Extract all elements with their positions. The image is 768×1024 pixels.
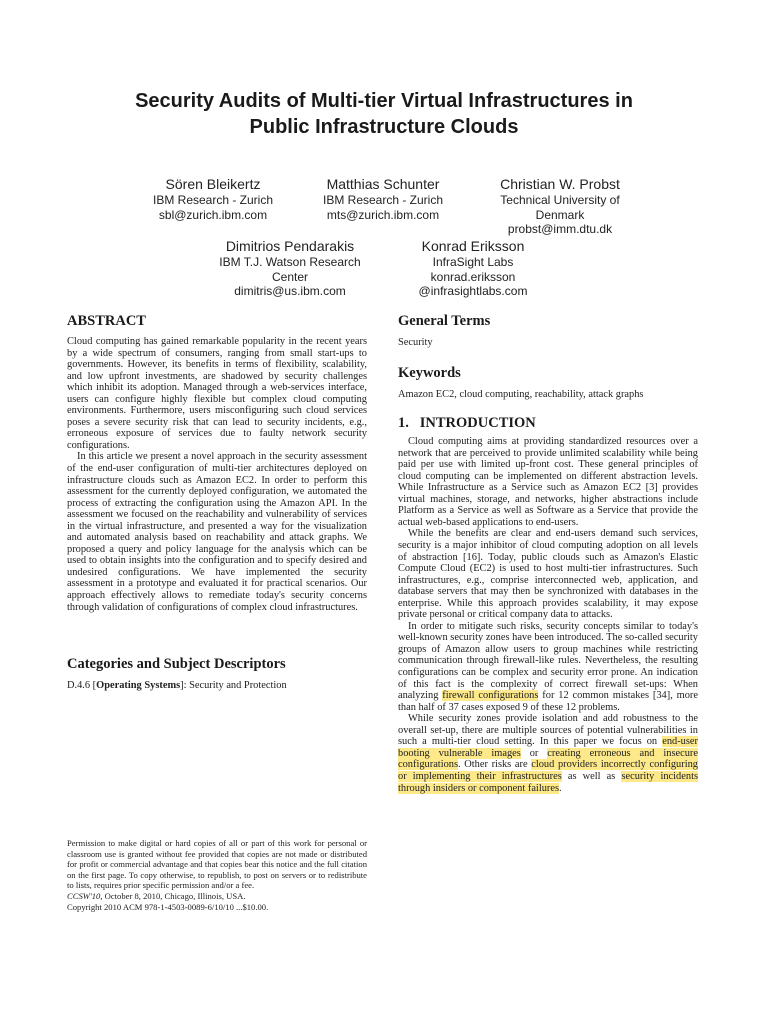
permission-notice xyxy=(67,838,367,912)
author-affiliation: IBM Research - Zurich xyxy=(322,193,444,207)
title-line-1: Security Audits of Multi-tier Virtual Infrastructures in xyxy=(135,90,633,112)
keywords-text: Amazon EC2, cloud computing, reachability, attack graphs xyxy=(398,388,644,400)
highlight: cloud providers incorrectly configuring or implementing their infrastructures xyxy=(398,759,698,782)
paper-title xyxy=(40,88,728,140)
introduction-body xyxy=(398,436,698,794)
introduction-heading: 1. INTRODUCTION xyxy=(398,415,536,432)
author-name: Konrad Eriksson xyxy=(421,238,525,254)
categories-heading: Categories and Subject Descriptors xyxy=(67,656,286,673)
categories-text: D.4.6 [Operating Systems]: Security and Protection xyxy=(67,680,287,692)
author-block xyxy=(378,237,568,299)
author-affiliation: Center xyxy=(271,269,309,284)
author-block xyxy=(118,175,308,222)
left-column xyxy=(67,312,367,692)
author-name: Sören Bleikertz xyxy=(165,176,261,192)
highlight: firewall configurations xyxy=(442,690,539,702)
author-email: konrad.eriksson xyxy=(430,269,516,284)
abstract-body xyxy=(67,336,367,613)
title-line-2: Public Infrastructure Clouds xyxy=(249,116,519,138)
author-name: Dimitrios Pendarakis xyxy=(225,238,355,254)
keywords-heading: Keywords xyxy=(398,364,461,381)
author-block xyxy=(465,175,655,237)
author-email: sbl@zurich.ibm.com xyxy=(158,207,268,222)
intro-paragraph: While the benefits are clear and end-users demand such services, security is a major inhibitor of cloud computing adoption on all levels of abstraction [16]. Today, public clouds such as Amazon's Elastic Compute Cloud (EC2) is used to host multi-tier infrastructures. Such infrastructures, e.g., comprise interconnected web, application, and database servers that may then be synchronized with databases in the enterprise. While this approach provides scalability, it may expose private personal or critical company data to attacks. xyxy=(398,528,698,621)
general-terms-heading: General Terms xyxy=(398,313,491,329)
author-name: Matthias Schunter xyxy=(326,176,440,192)
abstract-paragraph: Cloud computing has gained remarkable popularity in the recent years by a wide spectrum of consumers, ranging from small start-ups to governments. However, its benefits in terms of flexibility, scalability, and low upfront investments, are shadowed by security challenges which inhibit its adoption. Managed through a web-services interface, users can configure highly flexible but complex cloud computing environments. Furthermore, users misconfiguring such cloud services poses a severe security risk that can lead to security incidents, e.g., erroneous exposure of services due to faulty network security configurations. xyxy=(67,336,367,451)
author-email: dimitris@us.ibm.com xyxy=(234,284,346,298)
intro-paragraph: In order to mitigate such risks, security concepts similar to today's well-known security zones have been introduced. The so-called security groups of Amazon allow users to group machines while restricting communication through firewall-like rules. Nevertheless, the resulting configurations can be complex and security error prone. An indication of this fact is the complexity of correct firewall set-ups: When analyzing firewall configurations for 12 common mistakes [34], more than half of 37 cases exposed 9 of these 12 problems. xyxy=(398,620,699,713)
author-name: Christian W. Probst xyxy=(500,176,620,192)
author-affiliation: Denmark xyxy=(535,207,585,222)
author-affiliation: IBM Research - Zurich xyxy=(152,193,274,207)
author-affiliation: InfraSight Labs xyxy=(432,255,514,269)
author-email: mts@zurich.ibm.com xyxy=(326,207,440,222)
general-terms-text: Security xyxy=(398,337,433,348)
right-column xyxy=(398,312,698,794)
author-affiliation: IBM T.J. Watson Research xyxy=(219,255,361,269)
author-block xyxy=(288,175,478,222)
author-email: probst@imm.dtu.dk xyxy=(507,222,613,236)
permission-text: Permission to make digital or hard copies of all or part of this work for personal or classroom use is granted without fee provided that copies are not made or distributed for profit or commercial advantage and that copies bear this notice and the full citation on the first page. To copy otherwise, to republish, to post on servers or to redistribute to lists, requires prior specific permission and/or a fee. xyxy=(67,838,367,891)
intro-paragraph: While security zones provide isolation and add robustness to the overall set-up, there are multiple sources of potential vulnerabilities in such a multi-tier cloud setting. In this paper we focus on end-user booting vulnerable images or creating erroneous and insecure configurations. Other risks are cloud providers incorrectly configuring or implementing their infrastructures as well as security incidents through insiders or component failures. xyxy=(398,713,699,794)
highlight: creating erroneous and insecure configurations xyxy=(398,747,699,771)
venue-line: CCSW'10, October 8, 2010, Chicago, Illinois, USA. xyxy=(67,890,246,901)
abstract-paragraph: In this article we present a novel approach in the security assessment of the end-user configuration of multi-tier architectures deployed on infrastructure clouds such as Amazon EC2. In order to perform this assessment for the currently deployed configuration, we automated the process of extracting the configuration using the Amazon API. In the assessment we focused on the reachability and vulnerability of services in the virtual infrastructure, and presented a way for the visualization and automated analysis based on reachability and attack graphs. We proposed a query and policy language for the analysis which can be used to obtain insights into the configuration and to specify desired and undesired configurations. We have implemented the security assessment in a prototype and evaluated it for practical scenarios. Our approach effectively allows to remediate today's security concerns through validation of configurations of complex cloud infrastructures. xyxy=(67,451,367,613)
highlight: security incidents through insiders or component failures xyxy=(398,770,698,794)
author-block xyxy=(195,237,385,299)
highlight: end-user booting vulnerable images xyxy=(398,736,698,759)
author-affiliation: Technical University of xyxy=(500,193,620,207)
copyright-line: Copyright 2010 ACM 978-1-4503-0089-6/10/10 ...$10.00. xyxy=(67,901,269,912)
author-email: @infrasightlabs.com xyxy=(418,284,528,298)
abstract-heading: ABSTRACT xyxy=(67,313,146,329)
intro-paragraph: Cloud computing aims at providing standardized resources over a network that are perceived to provide unlimited scalability while being paid per use with limited up-front cost. These general principles of cloud computing can be implemented on different abstraction levels. While Infrastructure as a Service such as Amazon EC2 [3] provides virtual machines, storage, and networks, higher abstractions include Platform as a Service as well as Software as a Service that provide the actual web-based applications to end-users. xyxy=(398,436,698,528)
